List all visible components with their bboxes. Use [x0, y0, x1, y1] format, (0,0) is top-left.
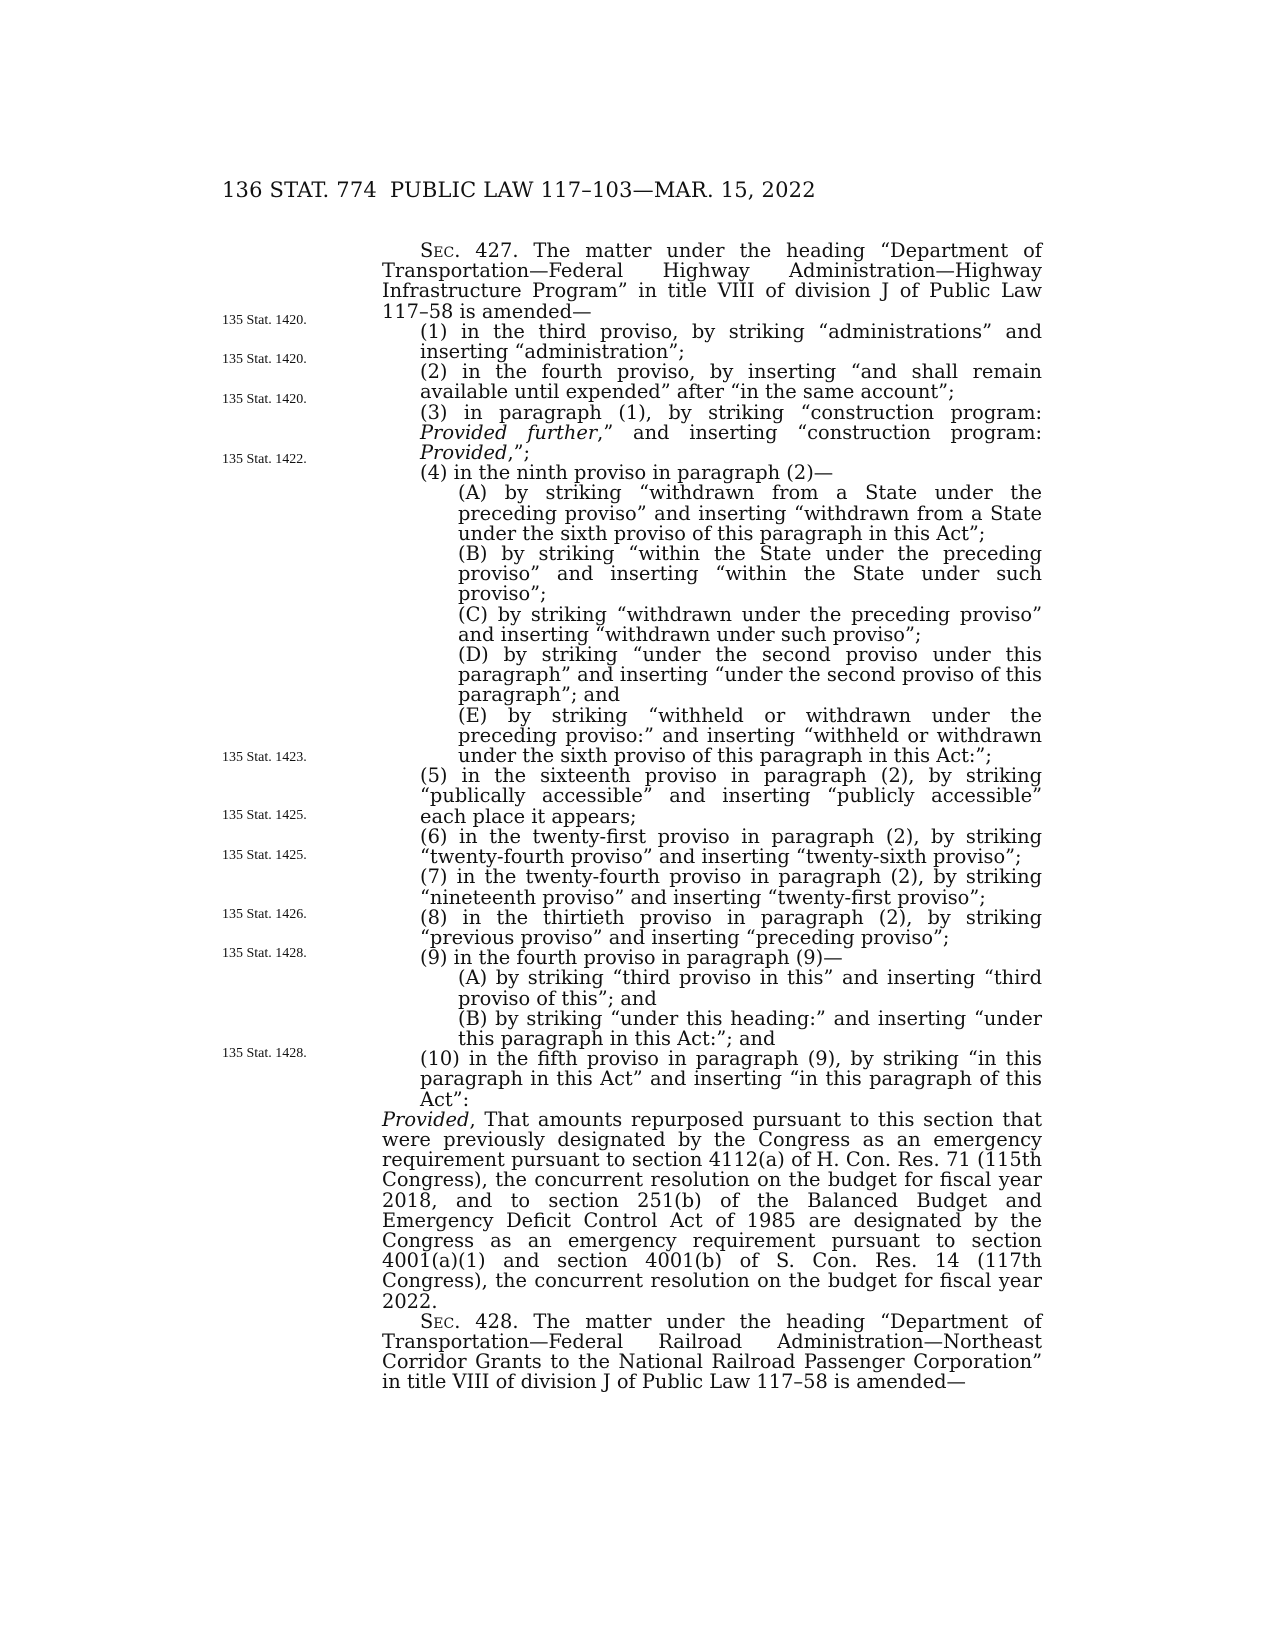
subparagraph-4d: (D) by striking “under the second proviso under this paragraph” and inserting “under the second proviso of this paragraph”; and: [458, 643, 1042, 707]
margin-note: 135 Stat. 1422.: [222, 452, 307, 467]
margin-note: 135 Stat. 1423.: [222, 750, 307, 765]
paragraph-1: (1) in the third proviso, by striking “administrations” and inserting “administration”;: [420, 319, 1042, 364]
paragraph-3: (3) in paragraph (1), by striking “construction program: Provided further,” and inserting “construction program: Provided,”;: [420, 400, 1042, 465]
margin-note: 135 Stat. 1420.: [222, 352, 307, 367]
stat-citation: 136 STAT. 774: [222, 178, 377, 202]
margin-note: 135 Stat. 1428.: [222, 1046, 307, 1061]
margin-note: 135 Stat. 1420.: [222, 392, 307, 407]
margin-note: 135 Stat. 1425.: [222, 808, 307, 823]
section-427-intro: Sec. 427. The matter under the heading “Department of Transportation—Federal Highway Administration—Highway Infrastructure Program” in title VIII of division J of Public Law 117–58 is amended—: [382, 239, 1042, 323]
section-428-intro: Sec. 428. The matter under the heading “Department of Transportation—Federal Railroad Administration—Northeast Corridor Grants to the National Railroad Passenger Corporation” in title VIII of division J of Public Law 117–58 is amended—: [382, 1309, 1042, 1394]
margin-note: 135 Stat. 1428.: [222, 946, 307, 961]
paragraph-4: (4) in the ninth proviso in paragraph (2)—: [420, 461, 834, 485]
subparagraph-4b: (B) by striking “within the State under the preceding proviso” and inserting “within the State under such proviso”;: [458, 542, 1042, 606]
margin-note: 135 Stat. 1420.: [222, 313, 307, 328]
subparagraph-9b: (B) by striking “under this heading:” and inserting “under this paragraph in this Act:”; and: [458, 1006, 1042, 1050]
paragraph-2: (2) in the fourth proviso, by inserting “and shall remain available until expended” after “in the same account”;: [420, 360, 1042, 404]
subparagraph-9a: (A) by striking “third proviso in this” and inserting “third proviso of this”; and: [458, 966, 1042, 1010]
margin-note: 135 Stat. 1426.: [222, 907, 307, 922]
paragraph-7: (7) in the twenty-fourth proviso in paragraph (2), by striking “nineteenth proviso” and inserting “twenty-first proviso”;: [420, 865, 1042, 909]
page-header: [222, 178, 922, 218]
paragraph-10: (10) in the fifth proviso in paragraph (9), by striking “in this paragraph in this Act” and inserting “in this paragraph of this Act”:: [420, 1047, 1042, 1111]
margin-note: 135 Stat. 1425.: [222, 848, 307, 863]
subparagraph-4a: (A) by striking “withdrawn from a State under the preceding proviso” and inserting “withdrawn from a State under the sixth proviso of this paragraph in this Act”;: [458, 481, 1042, 545]
paragraph-5: (5) in the sixteenth proviso in paragraph (2), by striking “publically accessible” and inserting “publicly accessible” each place it appears;: [420, 764, 1042, 828]
subparagraph-4e: (E) by striking “withheld or withdrawn under the preceding proviso:” and inserting “withheld or withdrawn under the sixth proviso of this paragraph in this Act:”;: [458, 703, 1042, 768]
section-label: Sec.: [420, 239, 461, 262]
subparagraph-4c: (C) by striking “withdrawn under the preceding proviso” and inserting “withdrawn under such proviso”;: [458, 602, 1042, 646]
section-label: Sec.: [420, 1309, 461, 1333]
proviso: Provided, That amounts repurposed pursuant to this section that were previously designated by the Congress as an emergency requirement pursuant to section 4112(a) of H. Con. Res. 71 (115th Congress), the concurrent resolution on the budget for fiscal year 2018, and to section 251(b) of the Balanced Budget and Emergency Deficit Control Act of 1985 are designated by the Congress as an emergency requirement pursuant to section 4001(a)(1) and section 4001(b) of S. Con. Res. 14 (117th Congress), the concurrent resolution on the budget for fiscal year 2022.: [382, 1107, 1042, 1313]
paragraph-9: (9) in the fourth proviso in paragraph (9)—: [420, 946, 843, 970]
paragraph-8: (8) in the thirtieth proviso in paragraph (2), by striking “previous proviso” and inserting “preceding proviso”;: [420, 905, 1042, 949]
statute-body: [382, 241, 1042, 1393]
public-law-title: PUBLIC LAW 117–103—MAR. 15, 2022: [390, 178, 816, 202]
paragraph-6: (6) in the twenty-first proviso in paragraph (2), by striking “twenty-fourth proviso” and inserting “twenty-sixth proviso”;: [420, 824, 1042, 869]
